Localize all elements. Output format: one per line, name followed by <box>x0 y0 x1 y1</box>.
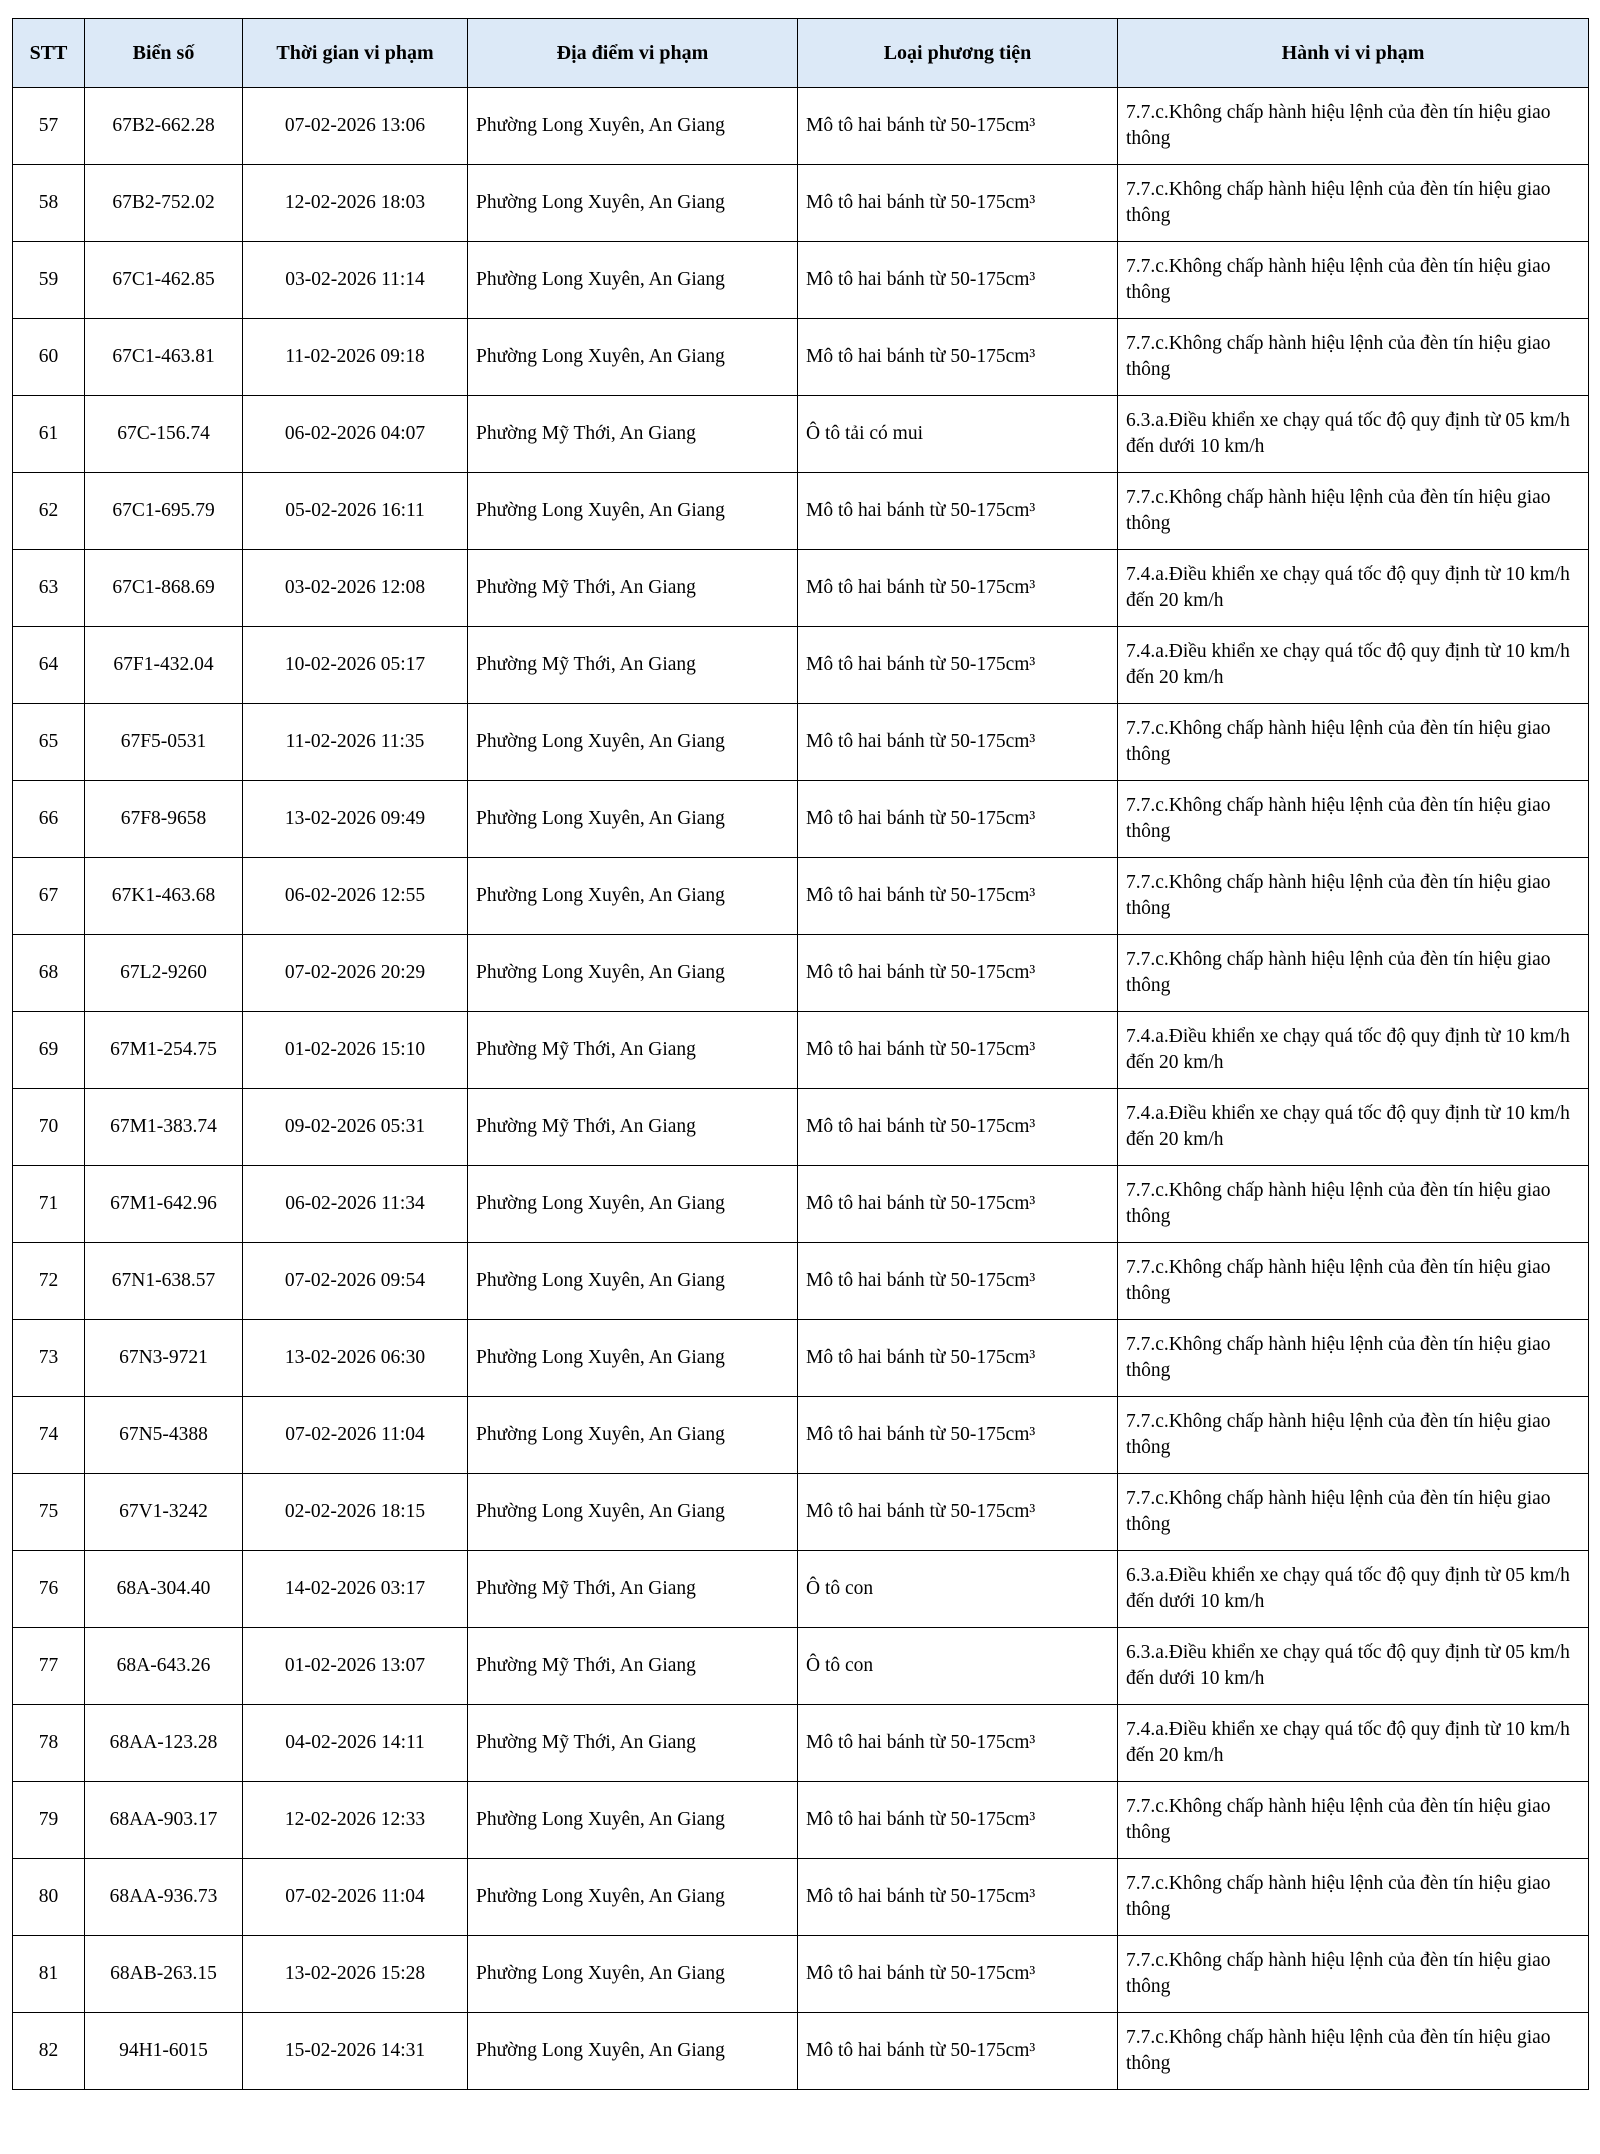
cell-plate: 67B2-662.28 <box>85 88 243 165</box>
cell-stt: 62 <box>13 473 85 550</box>
cell-stt: 74 <box>13 1397 85 1474</box>
cell-violation: 7.7.c.Không chấp hành hiệu lệnh của đèn tín hiệu giao thông <box>1118 165 1589 242</box>
header-row <box>13 19 1589 88</box>
cell-stt: 68 <box>13 935 85 1012</box>
cell-vehicle-type: Mô tô hai bánh từ 50-175cm³ <box>798 935 1118 1012</box>
cell-location: Phường Long Xuyên, An Giang <box>468 935 798 1012</box>
cell-time: 14-02-2026 03:17 <box>243 1551 468 1628</box>
cell-location: Phường Mỹ Thới, An Giang <box>468 1089 798 1166</box>
cell-violation: 6.3.a.Điều khiển xe chạy quá tốc độ quy định từ 05 km/h đến dưới 10 km/h <box>1118 1551 1589 1628</box>
cell-location: Phường Long Xuyên, An Giang <box>468 1782 798 1859</box>
cell-location: Phường Long Xuyên, An Giang <box>468 781 798 858</box>
cell-stt: 57 <box>13 88 85 165</box>
cell-stt: 72 <box>13 1243 85 1320</box>
cell-stt: 70 <box>13 1089 85 1166</box>
cell-vehicle-type: Mô tô hai bánh từ 50-175cm³ <box>798 1474 1118 1551</box>
table-row <box>13 1243 1589 1320</box>
cell-violation: 7.7.c.Không chấp hành hiệu lệnh của đèn tín hiệu giao thông <box>1118 1936 1589 2013</box>
cell-time: 01-02-2026 13:07 <box>243 1628 468 1705</box>
cell-stt: 58 <box>13 165 85 242</box>
cell-time: 07-02-2026 20:29 <box>243 935 468 1012</box>
cell-time: 12-02-2026 12:33 <box>243 1782 468 1859</box>
cell-time: 05-02-2026 16:11 <box>243 473 468 550</box>
table-row <box>13 1936 1589 2013</box>
cell-location: Phường Mỹ Thới, An Giang <box>468 627 798 704</box>
cell-time: 01-02-2026 15:10 <box>243 1012 468 1089</box>
cell-plate: 67C-156.74 <box>85 396 243 473</box>
cell-vehicle-type: Mô tô hai bánh từ 50-175cm³ <box>798 704 1118 781</box>
table-header <box>13 19 1589 88</box>
cell-location: Phường Mỹ Thới, An Giang <box>468 1012 798 1089</box>
cell-time: 06-02-2026 12:55 <box>243 858 468 935</box>
table-row <box>13 1551 1589 1628</box>
cell-stt: 80 <box>13 1859 85 1936</box>
cell-location: Phường Long Xuyên, An Giang <box>468 242 798 319</box>
cell-violation: 7.7.c.Không chấp hành hiệu lệnh của đèn tín hiệu giao thông <box>1118 88 1589 165</box>
cell-plate: 67V1-3242 <box>85 1474 243 1551</box>
cell-plate: 68A-643.26 <box>85 1628 243 1705</box>
cell-time: 15-02-2026 14:31 <box>243 2013 468 2090</box>
cell-vehicle-type: Mô tô hai bánh từ 50-175cm³ <box>798 1243 1118 1320</box>
cell-location: Phường Mỹ Thới, An Giang <box>468 1551 798 1628</box>
cell-vehicle-type: Mô tô hai bánh từ 50-175cm³ <box>798 1012 1118 1089</box>
cell-location: Phường Long Xuyên, An Giang <box>468 1936 798 2013</box>
cell-violation: 7.7.c.Không chấp hành hiệu lệnh của đèn tín hiệu giao thông <box>1118 704 1589 781</box>
cell-stt: 78 <box>13 1705 85 1782</box>
table-body <box>13 88 1589 2090</box>
cell-violation: 7.7.c.Không chấp hành hiệu lệnh của đèn tín hiệu giao thông <box>1118 1320 1589 1397</box>
cell-vehicle-type: Mô tô hai bánh từ 50-175cm³ <box>798 165 1118 242</box>
cell-stt: 63 <box>13 550 85 627</box>
cell-time: 06-02-2026 11:34 <box>243 1166 468 1243</box>
cell-plate: 67M1-642.96 <box>85 1166 243 1243</box>
cell-vehicle-type: Mô tô hai bánh từ 50-175cm³ <box>798 1320 1118 1397</box>
cell-violation: 7.4.a.Điều khiển xe chạy quá tốc độ quy định từ 10 km/h đến 20 km/h <box>1118 627 1589 704</box>
cell-time: 07-02-2026 11:04 <box>243 1397 468 1474</box>
cell-location: Phường Long Xuyên, An Giang <box>468 1397 798 1474</box>
cell-vehicle-type: Ô tô con <box>798 1628 1118 1705</box>
cell-plate: 67C1-463.81 <box>85 319 243 396</box>
cell-location: Phường Long Xuyên, An Giang <box>468 1859 798 1936</box>
cell-violation: 6.3.a.Điều khiển xe chạy quá tốc độ quy định từ 05 km/h đến dưới 10 km/h <box>1118 1628 1589 1705</box>
cell-time: 13-02-2026 06:30 <box>243 1320 468 1397</box>
cell-violation: 7.7.c.Không chấp hành hiệu lệnh của đèn tín hiệu giao thông <box>1118 242 1589 319</box>
table-row <box>13 242 1589 319</box>
cell-vehicle-type: Mô tô hai bánh từ 50-175cm³ <box>798 1166 1118 1243</box>
table-row <box>13 1782 1589 1859</box>
table-row <box>13 88 1589 165</box>
cell-violation: 7.7.c.Không chấp hành hiệu lệnh của đèn tín hiệu giao thông <box>1118 781 1589 858</box>
violations-table <box>12 18 1589 2090</box>
table-row <box>13 1089 1589 1166</box>
cell-location: Phường Long Xuyên, An Giang <box>468 1166 798 1243</box>
cell-time: 04-02-2026 14:11 <box>243 1705 468 1782</box>
cell-vehicle-type: Mô tô hai bánh từ 50-175cm³ <box>798 1782 1118 1859</box>
cell-vehicle-type: Mô tô hai bánh từ 50-175cm³ <box>798 88 1118 165</box>
cell-time: 03-02-2026 11:14 <box>243 242 468 319</box>
cell-stt: 73 <box>13 1320 85 1397</box>
cell-location: Phường Mỹ Thới, An Giang <box>468 550 798 627</box>
cell-time: 13-02-2026 09:49 <box>243 781 468 858</box>
cell-plate: 68A-304.40 <box>85 1551 243 1628</box>
cell-violation: 7.7.c.Không chấp hành hiệu lệnh của đèn tín hiệu giao thông <box>1118 1474 1589 1551</box>
cell-stt: 71 <box>13 1166 85 1243</box>
table-row <box>13 2013 1589 2090</box>
cell-plate: 68AA-903.17 <box>85 1782 243 1859</box>
cell-vehicle-type: Mô tô hai bánh từ 50-175cm³ <box>798 781 1118 858</box>
cell-location: Phường Long Xuyên, An Giang <box>468 1320 798 1397</box>
cell-vehicle-type: Mô tô hai bánh từ 50-175cm³ <box>798 550 1118 627</box>
table-row <box>13 1012 1589 1089</box>
cell-time: 07-02-2026 09:54 <box>243 1243 468 1320</box>
cell-stt: 69 <box>13 1012 85 1089</box>
cell-plate: 68AA-936.73 <box>85 1859 243 1936</box>
table-row <box>13 781 1589 858</box>
cell-stt: 77 <box>13 1628 85 1705</box>
cell-violation: 6.3.a.Điều khiển xe chạy quá tốc độ quy định từ 05 km/h đến dưới 10 km/h <box>1118 396 1589 473</box>
cell-location: Phường Long Xuyên, An Giang <box>468 858 798 935</box>
cell-location: Phường Long Xuyên, An Giang <box>468 165 798 242</box>
cell-stt: 59 <box>13 242 85 319</box>
cell-time: 12-02-2026 18:03 <box>243 165 468 242</box>
table-row <box>13 858 1589 935</box>
table-row <box>13 165 1589 242</box>
cell-location: Phường Long Xuyên, An Giang <box>468 704 798 781</box>
cell-time: 11-02-2026 09:18 <box>243 319 468 396</box>
cell-time: 02-02-2026 18:15 <box>243 1474 468 1551</box>
table-row <box>13 627 1589 704</box>
cell-vehicle-type: Mô tô hai bánh từ 50-175cm³ <box>798 1705 1118 1782</box>
cell-vehicle-type: Mô tô hai bánh từ 50-175cm³ <box>798 2013 1118 2090</box>
cell-location: Phường Long Xuyên, An Giang <box>468 319 798 396</box>
cell-time: 13-02-2026 15:28 <box>243 1936 468 2013</box>
cell-violation: 7.7.c.Không chấp hành hiệu lệnh của đèn tín hiệu giao thông <box>1118 858 1589 935</box>
table-row <box>13 1320 1589 1397</box>
cell-vehicle-type: Mô tô hai bánh từ 50-175cm³ <box>798 627 1118 704</box>
cell-plate: 68AA-123.28 <box>85 1705 243 1782</box>
cell-location: Phường Long Xuyên, An Giang <box>468 1243 798 1320</box>
table-row <box>13 473 1589 550</box>
cell-plate: 67F8-9658 <box>85 781 243 858</box>
table-row <box>13 1166 1589 1243</box>
cell-stt: 82 <box>13 2013 85 2090</box>
table-row <box>13 1628 1589 1705</box>
cell-plate: 67C1-462.85 <box>85 242 243 319</box>
cell-vehicle-type: Mô tô hai bánh từ 50-175cm³ <box>798 1089 1118 1166</box>
cell-violation: 7.7.c.Không chấp hành hiệu lệnh của đèn tín hiệu giao thông <box>1118 1397 1589 1474</box>
cell-violation: 7.7.c.Không chấp hành hiệu lệnh của đèn tín hiệu giao thông <box>1118 1243 1589 1320</box>
cell-violation: 7.4.a.Điều khiển xe chạy quá tốc độ quy định từ 10 km/h đến 20 km/h <box>1118 550 1589 627</box>
cell-violation: 7.7.c.Không chấp hành hiệu lệnh của đèn tín hiệu giao thông <box>1118 2013 1589 2090</box>
cell-plate: 67N3-9721 <box>85 1320 243 1397</box>
cell-location: Phường Long Xuyên, An Giang <box>468 2013 798 2090</box>
cell-time: 09-02-2026 05:31 <box>243 1089 468 1166</box>
cell-location: Phường Long Xuyên, An Giang <box>468 1474 798 1551</box>
cell-violation: 7.7.c.Không chấp hành hiệu lệnh của đèn tín hiệu giao thông <box>1118 1782 1589 1859</box>
cell-violation: 7.4.a.Điều khiển xe chạy quá tốc độ quy định từ 10 km/h đến 20 km/h <box>1118 1089 1589 1166</box>
column-header-plate: Biển số <box>85 19 243 88</box>
table-row <box>13 935 1589 1012</box>
table-row <box>13 1474 1589 1551</box>
cell-stt: 61 <box>13 396 85 473</box>
cell-vehicle-type: Ô tô con <box>798 1551 1118 1628</box>
cell-time: 10-02-2026 05:17 <box>243 627 468 704</box>
column-header-violation: Hành vi vi phạm <box>1118 19 1589 88</box>
table-row <box>13 1859 1589 1936</box>
cell-plate: 67N5-4388 <box>85 1397 243 1474</box>
cell-vehicle-type: Mô tô hai bánh từ 50-175cm³ <box>798 473 1118 550</box>
cell-stt: 79 <box>13 1782 85 1859</box>
cell-plate: 67B2-752.02 <box>85 165 243 242</box>
column-header-stt: STT <box>13 19 85 88</box>
column-header-location: Địa điểm vi phạm <box>468 19 798 88</box>
cell-plate: 94H1-6015 <box>85 2013 243 2090</box>
cell-location: Phường Mỹ Thới, An Giang <box>468 1705 798 1782</box>
cell-stt: 76 <box>13 1551 85 1628</box>
cell-vehicle-type: Mô tô hai bánh từ 50-175cm³ <box>798 319 1118 396</box>
cell-violation: 7.4.a.Điều khiển xe chạy quá tốc độ quy định từ 10 km/h đến 20 km/h <box>1118 1012 1589 1089</box>
cell-time: 06-02-2026 04:07 <box>243 396 468 473</box>
column-header-vehicle-type: Loại phương tiện <box>798 19 1118 88</box>
cell-location: Phường Mỹ Thới, An Giang <box>468 396 798 473</box>
cell-plate: 67C1-695.79 <box>85 473 243 550</box>
table-row <box>13 1397 1589 1474</box>
cell-plate: 67L2-9260 <box>85 935 243 1012</box>
cell-plate: 67F1-432.04 <box>85 627 243 704</box>
cell-time: 11-02-2026 11:35 <box>243 704 468 781</box>
cell-vehicle-type: Mô tô hai bánh từ 50-175cm³ <box>798 242 1118 319</box>
table-row <box>13 396 1589 473</box>
cell-stt: 66 <box>13 781 85 858</box>
cell-vehicle-type: Mô tô hai bánh từ 50-175cm³ <box>798 858 1118 935</box>
cell-location: Phường Long Xuyên, An Giang <box>468 473 798 550</box>
cell-time: 07-02-2026 11:04 <box>243 1859 468 1936</box>
cell-vehicle-type: Mô tô hai bánh từ 50-175cm³ <box>798 1859 1118 1936</box>
cell-time: 03-02-2026 12:08 <box>243 550 468 627</box>
column-header-time: Thời gian vi phạm <box>243 19 468 88</box>
cell-vehicle-type: Mô tô hai bánh từ 50-175cm³ <box>798 1397 1118 1474</box>
cell-plate: 67N1-638.57 <box>85 1243 243 1320</box>
cell-time: 07-02-2026 13:06 <box>243 88 468 165</box>
cell-vehicle-type: Mô tô hai bánh từ 50-175cm³ <box>798 1936 1118 2013</box>
cell-plate: 67M1-383.74 <box>85 1089 243 1166</box>
table-row <box>13 550 1589 627</box>
cell-plate: 67M1-254.75 <box>85 1012 243 1089</box>
cell-location: Phường Long Xuyên, An Giang <box>468 88 798 165</box>
cell-violation: 7.7.c.Không chấp hành hiệu lệnh của đèn tín hiệu giao thông <box>1118 935 1589 1012</box>
cell-vehicle-type: Ô tô tải có mui <box>798 396 1118 473</box>
cell-stt: 64 <box>13 627 85 704</box>
cell-violation: 7.4.a.Điều khiển xe chạy quá tốc độ quy định từ 10 km/h đến 20 km/h <box>1118 1705 1589 1782</box>
cell-plate: 68AB-263.15 <box>85 1936 243 2013</box>
cell-stt: 81 <box>13 1936 85 2013</box>
cell-plate: 67C1-868.69 <box>85 550 243 627</box>
cell-stt: 60 <box>13 319 85 396</box>
cell-violation: 7.7.c.Không chấp hành hiệu lệnh của đèn tín hiệu giao thông <box>1118 1166 1589 1243</box>
cell-violation: 7.7.c.Không chấp hành hiệu lệnh của đèn tín hiệu giao thông <box>1118 473 1589 550</box>
table-row <box>13 1705 1589 1782</box>
cell-stt: 75 <box>13 1474 85 1551</box>
cell-plate: 67F5-0531 <box>85 704 243 781</box>
cell-stt: 65 <box>13 704 85 781</box>
cell-location: Phường Mỹ Thới, An Giang <box>468 1628 798 1705</box>
table-row <box>13 704 1589 781</box>
cell-violation: 7.7.c.Không chấp hành hiệu lệnh của đèn tín hiệu giao thông <box>1118 1859 1589 1936</box>
cell-violation: 7.7.c.Không chấp hành hiệu lệnh của đèn tín hiệu giao thông <box>1118 319 1589 396</box>
table-row <box>13 319 1589 396</box>
cell-plate: 67K1-463.68 <box>85 858 243 935</box>
cell-stt: 67 <box>13 858 85 935</box>
